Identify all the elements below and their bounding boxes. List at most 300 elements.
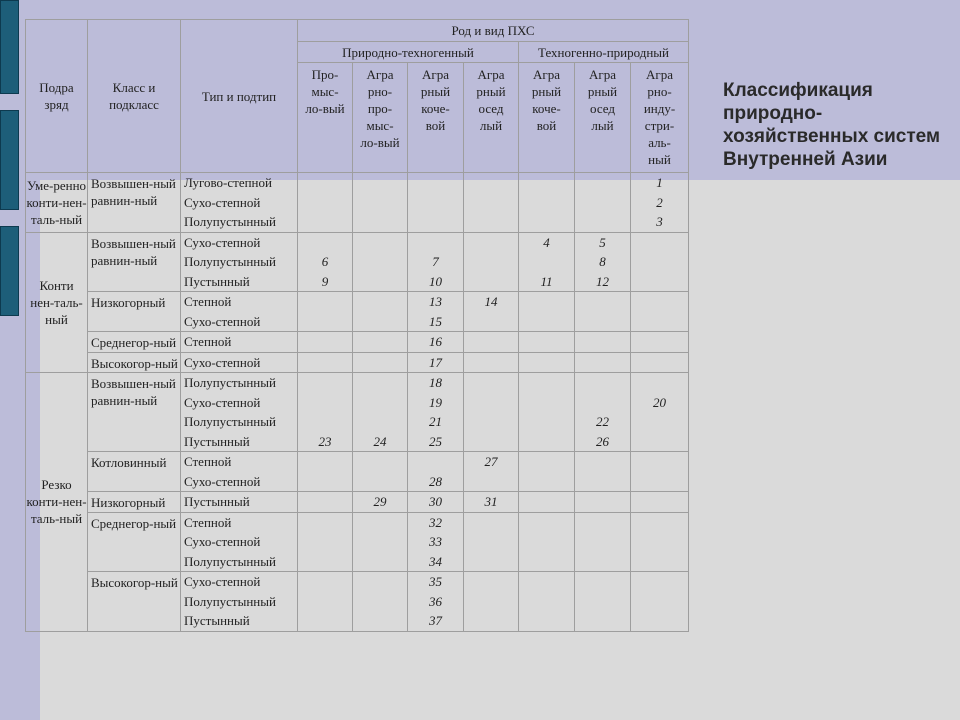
- system-number: [353, 193, 407, 213]
- system-number: [519, 432, 574, 452]
- value-cell: [464, 292, 519, 332]
- klass-cell: Среднегор-ный: [88, 332, 181, 353]
- header-col-2: Агра рно-про-мыс-ло-вый: [353, 63, 408, 173]
- system-number: [408, 193, 463, 213]
- value-cell: [519, 332, 575, 353]
- system-number: [464, 432, 518, 452]
- system-number: [298, 173, 352, 193]
- system-number: [464, 212, 518, 232]
- type-label: Сухо-степной: [184, 234, 261, 250]
- type-label: Пустынный: [184, 494, 250, 509]
- system-number: [353, 373, 407, 393]
- value-cell: [519, 292, 575, 332]
- system-number: [575, 173, 630, 193]
- value-cell: [519, 232, 575, 292]
- system-number: [353, 292, 407, 312]
- system-number: 19: [429, 394, 442, 410]
- type-cell: [181, 352, 298, 373]
- system-number: 8: [599, 254, 606, 269]
- system-number: 2: [656, 194, 663, 210]
- system-number: [519, 393, 574, 413]
- type-cell: [181, 452, 298, 492]
- system-number: [631, 332, 688, 352]
- system-number: 18: [429, 375, 442, 390]
- system-number: [464, 353, 518, 373]
- table-row: [26, 492, 689, 513]
- system-number: [631, 513, 688, 533]
- value-cell: [408, 512, 464, 572]
- system-number: [353, 513, 407, 533]
- system-number: 25: [429, 433, 442, 449]
- system-number: 27: [484, 454, 498, 469]
- type-label: Степной: [184, 514, 232, 530]
- system-number: [575, 472, 630, 492]
- type-cell: [181, 512, 298, 572]
- table-row: [26, 572, 689, 632]
- system-number: [575, 552, 630, 572]
- header-col-3: Агра рный коче-вой: [408, 63, 464, 173]
- system-number: 30: [429, 494, 442, 509]
- system-number: [464, 412, 518, 432]
- type-label: Полупустынный: [184, 414, 276, 429]
- system-number: [575, 292, 630, 312]
- system-number: 22: [596, 414, 609, 429]
- system-number: [631, 233, 688, 253]
- header-group-prirodno: Природно-техногенный: [298, 42, 519, 63]
- system-number: [631, 452, 688, 472]
- system-number: 4: [543, 234, 550, 250]
- type-label: Сухо-степной: [184, 354, 261, 370]
- system-number: [519, 513, 574, 533]
- system-number: [298, 572, 352, 592]
- type-label: Степной: [184, 294, 232, 309]
- system-number: [631, 252, 688, 272]
- value-cell: [519, 352, 575, 373]
- type-label: Сухо-степной: [184, 473, 261, 489]
- value-cell: [519, 512, 575, 572]
- system-number: 35: [429, 574, 442, 589]
- system-number: 12: [596, 273, 609, 289]
- system-number: 28: [429, 473, 442, 489]
- system-number: [298, 552, 352, 572]
- system-number: [631, 592, 688, 612]
- system-number: [464, 532, 518, 552]
- type-cell: [181, 373, 298, 452]
- value-cell: [464, 492, 519, 513]
- table-row: [26, 292, 689, 332]
- value-cell: [353, 373, 408, 452]
- header-col-5: Агра рный коче-вой: [519, 63, 575, 173]
- value-cell: [408, 173, 464, 233]
- system-number: [519, 292, 574, 312]
- table-row: [26, 332, 689, 353]
- value-cell: [575, 332, 631, 353]
- system-number: [575, 312, 630, 332]
- system-number: [298, 233, 352, 253]
- value-cell: [575, 173, 631, 233]
- system-number: [408, 233, 463, 253]
- system-number: [575, 592, 630, 612]
- value-cell: [408, 572, 464, 632]
- system-number: 6: [321, 254, 329, 269]
- klass-cell: Возвышен-ный равнин-ный: [88, 232, 181, 292]
- value-cell: [464, 512, 519, 572]
- system-number: [298, 532, 352, 552]
- system-number: [631, 492, 688, 512]
- system-number: [519, 592, 574, 612]
- value-cell: [298, 232, 353, 292]
- system-number: [298, 611, 352, 631]
- system-number: [353, 272, 407, 292]
- header-group-tekhnogenno: Техногенно-природный: [519, 42, 689, 63]
- system-number: [353, 572, 407, 592]
- system-number: [631, 552, 688, 572]
- system-number: [353, 173, 407, 193]
- system-number: 37: [429, 613, 442, 628]
- klass-cell: Среднегор-ный: [88, 512, 181, 572]
- system-number: [298, 353, 352, 373]
- table-row: [26, 512, 689, 572]
- value-cell: [298, 292, 353, 332]
- system-number: [631, 412, 688, 432]
- value-cell: [464, 572, 519, 632]
- value-cell: [575, 452, 631, 492]
- system-number: [631, 572, 688, 592]
- slide-title: Классификация природно-хозяйственных систем Внутренней Азии: [723, 80, 941, 170]
- podrazryad-cell: Уме-ренно конти-нен-таль-ный: [26, 173, 88, 233]
- type-label: Полупустынный: [184, 254, 276, 269]
- klass-cell: Высокогор-ный: [88, 352, 181, 373]
- system-number: [464, 472, 518, 492]
- system-number: [464, 592, 518, 612]
- value-cell: [353, 332, 408, 353]
- system-number: 16: [429, 334, 442, 349]
- system-number: 15: [429, 313, 442, 329]
- system-number: [464, 513, 518, 533]
- system-number: [298, 193, 352, 213]
- system-number: [408, 173, 463, 193]
- type-label: Сухо-степной: [184, 194, 261, 210]
- system-number: [519, 611, 574, 631]
- type-label: Степной: [184, 454, 232, 469]
- system-number: [353, 212, 407, 232]
- type-label: Степной: [184, 334, 232, 349]
- value-cell: [575, 292, 631, 332]
- system-number: [298, 592, 352, 612]
- header-col-1: Про-мыс-ло-вый: [298, 63, 353, 173]
- system-number: [575, 212, 630, 232]
- header-tip: Тип и подтип: [181, 20, 298, 173]
- system-number: [575, 513, 630, 533]
- value-cell: [631, 232, 689, 292]
- table-row: [26, 232, 689, 292]
- table-row: [26, 373, 689, 452]
- system-number: [464, 252, 518, 272]
- header-podrazryad: Подра зряд: [26, 20, 88, 173]
- system-number: [464, 173, 518, 193]
- system-number: [519, 212, 574, 232]
- value-cell: [353, 492, 408, 513]
- system-number: 1: [656, 175, 663, 190]
- klass-cell: Высокогор-ный: [88, 572, 181, 632]
- value-cell: [298, 452, 353, 492]
- value-cell: [631, 452, 689, 492]
- value-cell: [631, 373, 689, 452]
- value-cell: [353, 512, 408, 572]
- value-cell: [464, 173, 519, 233]
- header-col-4: Агра рный осед лый: [464, 63, 519, 173]
- klass-cell: Котловинный: [88, 452, 181, 492]
- value-cell: [631, 492, 689, 513]
- klass-cell: Низкогорный: [88, 292, 181, 332]
- system-number: [575, 492, 630, 512]
- system-number: [464, 572, 518, 592]
- system-number: [464, 393, 518, 413]
- header-rod: Род и вид ПХС: [298, 20, 689, 42]
- system-number: 20: [653, 394, 666, 410]
- type-cell: [181, 332, 298, 353]
- value-cell: [353, 452, 408, 492]
- system-number: [519, 193, 574, 213]
- table-row: [26, 452, 689, 492]
- value-cell: [575, 232, 631, 292]
- header-col-6: Агра рный осед лый: [575, 63, 631, 173]
- type-label: Пустынный: [184, 433, 250, 449]
- type-label: Полупустынный: [184, 553, 276, 569]
- system-number: [464, 193, 518, 213]
- value-cell: [464, 452, 519, 492]
- value-cell: [631, 352, 689, 373]
- type-cell: [181, 232, 298, 292]
- value-cell: [464, 373, 519, 452]
- klass-cell: Возвышен-ный равнин-ный: [88, 373, 181, 452]
- system-number: [519, 532, 574, 552]
- system-number: [631, 312, 688, 332]
- system-number: [575, 532, 630, 552]
- system-number: [298, 452, 352, 472]
- system-number: 24: [373, 433, 387, 449]
- value-cell: [353, 572, 408, 632]
- system-number: 34: [429, 553, 442, 569]
- type-cell: [181, 492, 298, 513]
- system-number: [464, 552, 518, 572]
- value-cell: [298, 572, 353, 632]
- system-number: [298, 292, 352, 312]
- table-row: [26, 352, 689, 373]
- type-label: Сухо-степной: [184, 313, 261, 329]
- system-number: [298, 212, 352, 232]
- system-number: [298, 393, 352, 413]
- value-cell: [575, 512, 631, 572]
- system-number: [519, 552, 574, 572]
- system-number: [631, 532, 688, 552]
- system-number: [298, 513, 352, 533]
- system-number: [464, 611, 518, 631]
- system-number: [519, 252, 574, 272]
- system-number: [353, 353, 407, 373]
- type-label: Сухо-степной: [184, 394, 261, 410]
- value-cell: [575, 373, 631, 452]
- system-number: [353, 452, 407, 472]
- system-number: [464, 312, 518, 332]
- value-cell: [631, 173, 689, 233]
- value-cell: [519, 373, 575, 452]
- value-cell: [298, 173, 353, 233]
- type-label: Полупустынный: [184, 214, 276, 229]
- value-cell: [408, 452, 464, 492]
- system-number: 9: [321, 273, 329, 289]
- value-cell: [353, 292, 408, 332]
- system-number: [298, 373, 352, 393]
- system-number: [631, 272, 688, 292]
- system-number: [353, 532, 407, 552]
- table-header: [26, 20, 689, 173]
- system-number: [408, 212, 463, 232]
- value-cell: [464, 232, 519, 292]
- podrazryad-cell: Резко конти-нен-таль-ный: [26, 373, 88, 632]
- value-cell: [298, 352, 353, 373]
- value-cell: [464, 332, 519, 353]
- value-cell: [519, 492, 575, 513]
- value-cell: [519, 452, 575, 492]
- system-number: [519, 472, 574, 492]
- klass-cell: Низкогорный: [88, 492, 181, 513]
- system-number: 31: [484, 494, 498, 509]
- value-cell: [353, 352, 408, 373]
- system-number: [575, 393, 630, 413]
- value-cell: [575, 572, 631, 632]
- system-number: [519, 452, 574, 472]
- system-number: [519, 312, 574, 332]
- system-number: [408, 452, 463, 472]
- system-number: [353, 552, 407, 572]
- system-number: [353, 611, 407, 631]
- system-number: [575, 572, 630, 592]
- system-number: [353, 312, 407, 332]
- value-cell: [408, 373, 464, 452]
- value-cell: [575, 492, 631, 513]
- system-number: 7: [432, 254, 439, 269]
- system-number: [519, 412, 574, 432]
- podrazryad-cell: Конти нен-таль-ный: [26, 232, 88, 373]
- system-number: [575, 353, 630, 373]
- system-number: [353, 592, 407, 612]
- system-number: 26: [596, 433, 609, 449]
- type-cell: [181, 292, 298, 332]
- system-number: [298, 492, 352, 512]
- system-number: [464, 332, 518, 352]
- value-cell: [298, 373, 353, 452]
- system-number: 17: [429, 354, 442, 370]
- slide-tab-decoration: [0, 0, 19, 94]
- value-cell: [631, 332, 689, 353]
- system-number: [631, 373, 688, 393]
- system-number: [519, 332, 574, 352]
- table-row: [26, 173, 689, 233]
- system-number: [353, 332, 407, 352]
- system-number: 14: [484, 294, 498, 309]
- value-cell: [408, 492, 464, 513]
- system-number: [519, 353, 574, 373]
- system-number: [353, 412, 407, 432]
- value-cell: [519, 572, 575, 632]
- value-cell: [631, 572, 689, 632]
- classification-table: [25, 19, 689, 632]
- system-number: 23: [318, 433, 332, 449]
- system-number: [298, 332, 352, 352]
- value-cell: [408, 352, 464, 373]
- header-klass: Класс и подкласс: [88, 20, 181, 173]
- system-number: [575, 373, 630, 393]
- system-number: [575, 193, 630, 213]
- system-number: [464, 373, 518, 393]
- system-number: 10: [429, 273, 442, 289]
- value-cell: [298, 512, 353, 572]
- system-number: [575, 332, 630, 352]
- system-number: [519, 492, 574, 512]
- value-cell: [408, 332, 464, 353]
- system-number: [575, 611, 630, 631]
- value-cell: [298, 492, 353, 513]
- value-cell: [298, 332, 353, 353]
- system-number: [464, 233, 518, 253]
- system-number: 11: [540, 273, 553, 289]
- system-number: 3: [656, 214, 663, 229]
- value-cell: [464, 352, 519, 373]
- system-number: [298, 472, 352, 492]
- system-number: [631, 611, 688, 631]
- type-label: Пустынный: [184, 273, 250, 289]
- system-number: [575, 452, 630, 472]
- table-body: [26, 173, 689, 632]
- system-number: 29: [373, 494, 387, 509]
- system-number: [298, 412, 352, 432]
- type-label: Сухо-степной: [184, 574, 261, 589]
- system-number: 5: [599, 234, 606, 250]
- system-number: [353, 472, 407, 492]
- value-cell: [353, 173, 408, 233]
- system-number: [353, 393, 407, 413]
- system-number: [631, 472, 688, 492]
- value-cell: [631, 292, 689, 332]
- type-label: Лугово-степной: [184, 175, 272, 190]
- system-number: 32: [429, 514, 442, 530]
- type-label: Полупустынный: [184, 375, 276, 390]
- value-cell: [408, 232, 464, 292]
- system-number: 36: [429, 593, 442, 609]
- value-cell: [519, 173, 575, 233]
- system-number: [631, 432, 688, 452]
- system-number: 21: [429, 414, 442, 429]
- system-number: [631, 292, 688, 312]
- header-col-7: Агра рно-инду-стри-аль-ный: [631, 63, 689, 173]
- type-label: Сухо-степной: [184, 534, 261, 549]
- system-number: 13: [429, 294, 442, 309]
- system-number: 33: [429, 534, 442, 549]
- value-cell: [353, 232, 408, 292]
- value-cell: [575, 352, 631, 373]
- value-cell: [408, 292, 464, 332]
- system-number: [353, 233, 407, 253]
- system-number: [298, 312, 352, 332]
- system-number: [519, 173, 574, 193]
- system-number: [631, 353, 688, 373]
- type-label: Пустынный: [184, 613, 250, 628]
- klass-cell: Возвышен-ный равнин-ный: [88, 173, 181, 233]
- type-cell: [181, 173, 298, 233]
- system-number: [519, 572, 574, 592]
- type-label: Полупустынный: [184, 593, 276, 609]
